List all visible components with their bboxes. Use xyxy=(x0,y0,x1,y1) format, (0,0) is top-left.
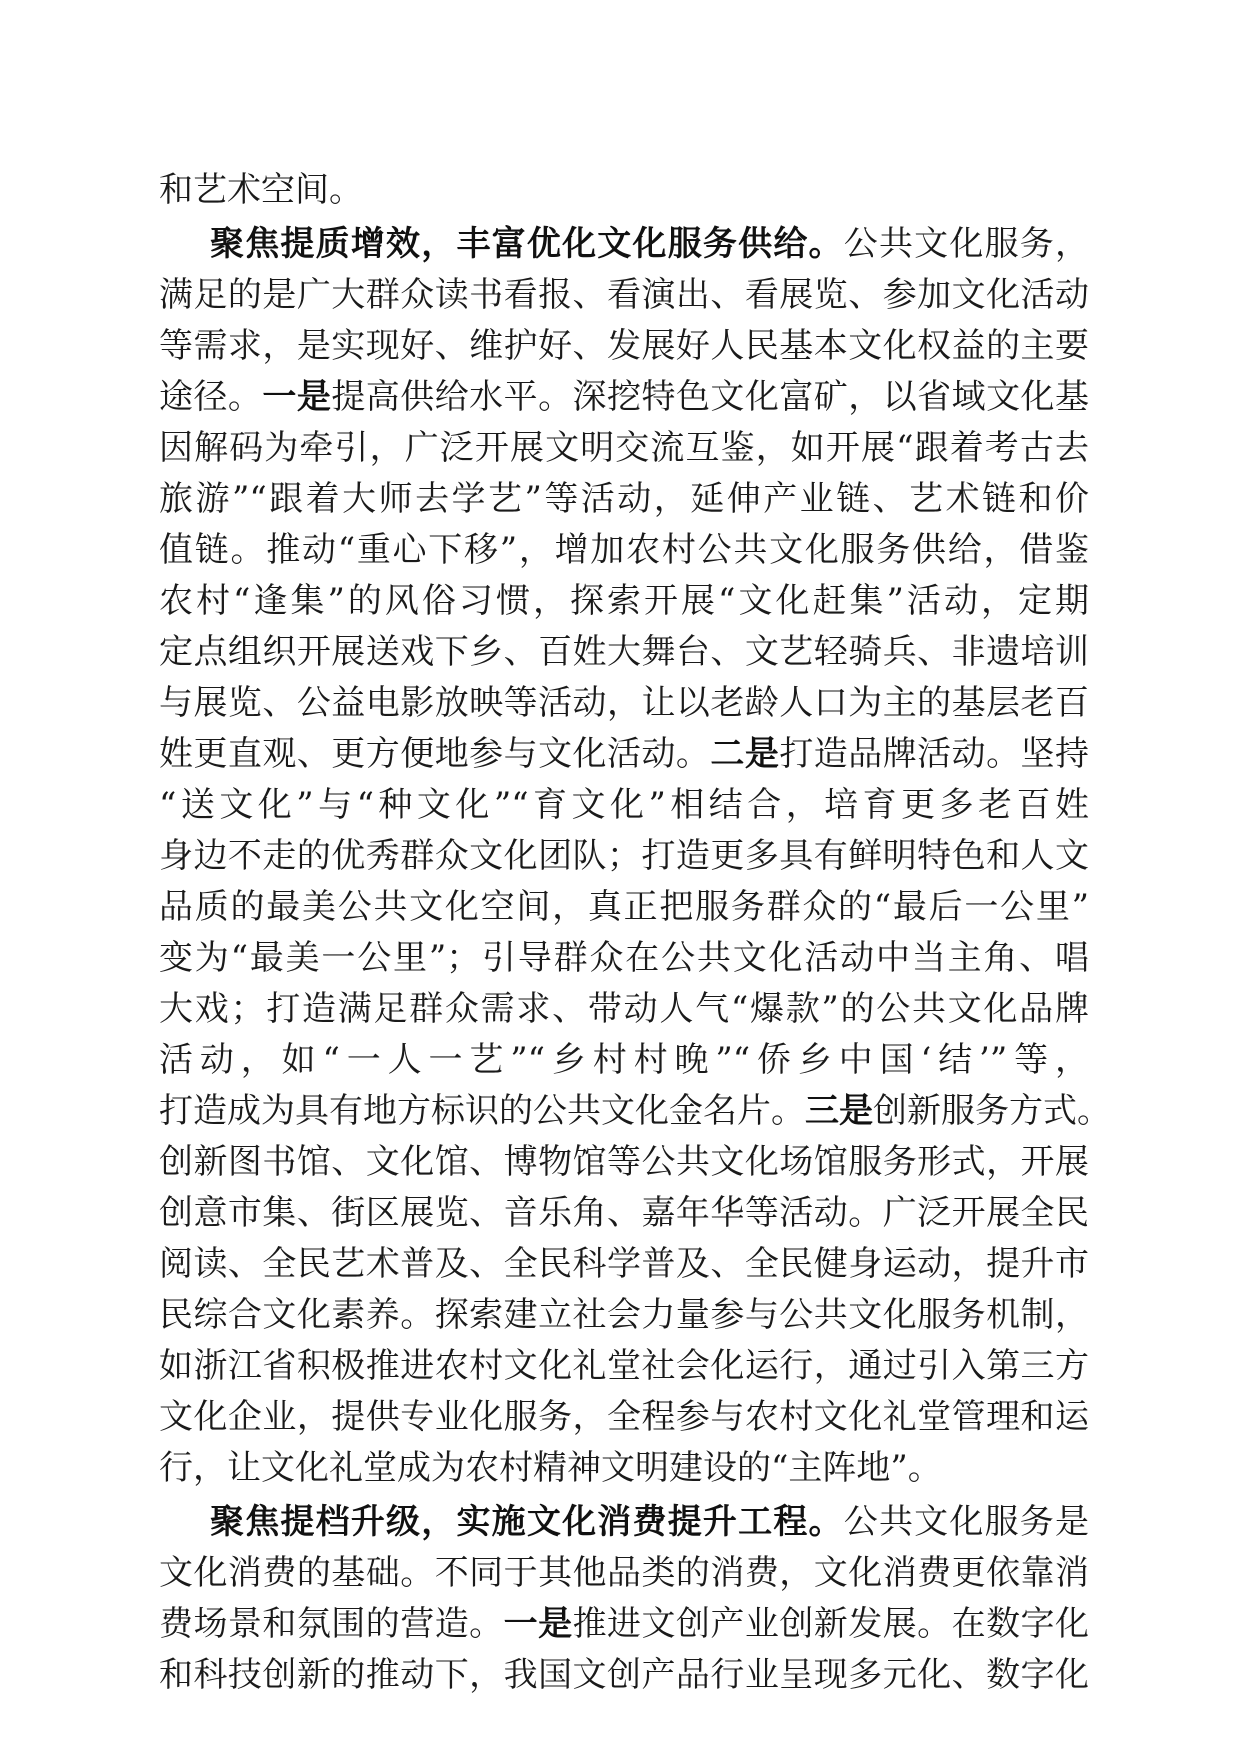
text-line xyxy=(159,475,1089,523)
body-text: 打造成为具有地方标识的公共文化金名片。 xyxy=(159,1091,805,1131)
text-line xyxy=(159,1240,1089,1288)
text-line xyxy=(159,985,1089,1033)
text-line xyxy=(159,424,1089,472)
body-text: 因解码为牵引，广泛开展文明交流互鉴，如开展“跟着考古去 xyxy=(159,428,1089,468)
text-line xyxy=(159,1291,1089,1339)
body-text: 行，让文化礼堂成为农村精神文明建设的“主阵地”。 xyxy=(159,1448,942,1488)
text-line xyxy=(159,1138,1089,1186)
body-text: 与展览、公益电影放映等活动，让以老龄人口为主的基层老百 xyxy=(159,683,1089,723)
body-text: 定点组织开展送戏下乡、百姓大舞台、文艺轻骑兵、非遗培训 xyxy=(159,632,1089,672)
text-line xyxy=(159,373,1089,421)
body-text: 活动，如“一人一艺”“乡村村晚”“侨乡中国‘结’”等， xyxy=(159,1040,1089,1080)
text-line xyxy=(210,220,1089,268)
text-line xyxy=(159,1549,1089,1597)
text-line xyxy=(159,526,1089,574)
body-text: 阅读、全民艺术普及、全民科学普及、全民健身运动，提升市 xyxy=(159,1244,1089,1284)
text-line xyxy=(159,322,1089,370)
body-text: 推进文创产业创新发展。在数字化 xyxy=(572,1604,1090,1644)
body-text: 途径。 xyxy=(159,377,263,417)
body-text: 旅游”“跟着大师去学艺”等活动，延伸产业链、艺术链和价 xyxy=(159,479,1089,519)
body-text: 提高供给水平。深挖特色文化富矿，以省域文化基 xyxy=(331,377,1090,417)
text-line xyxy=(159,166,1089,214)
text-line xyxy=(159,1651,1089,1699)
body-text: 文化企业，提供专业化服务，全程参与农村文化礼堂管理和运 xyxy=(159,1397,1089,1437)
text-line xyxy=(159,679,1089,727)
emphasis-label: 一是 xyxy=(503,1604,573,1644)
body-text: “送文化”与“种文化”“育文化”相结合，培育更多老百姓 xyxy=(159,785,1089,825)
text-line xyxy=(159,730,1089,778)
section-heading: 聚焦提档升级，实施文化消费提升工程。 xyxy=(210,1502,844,1542)
body-text: 创新图书馆、文化馆、博物馆等公共文化场馆服务形式，开展 xyxy=(159,1142,1089,1182)
body-text: 文化消费的基础。不同于其他品类的消费，文化消费更依靠消 xyxy=(159,1553,1089,1593)
body-text: 农村“逢集”的风俗习惯，探索开展“文化赶集”活动，定期 xyxy=(159,581,1089,621)
body-text: 创意市集、街区展览、音乐角、嘉年华等活动。广泛开展全民 xyxy=(159,1193,1089,1233)
text-line xyxy=(159,1189,1089,1237)
body-text: 公共文化服务， xyxy=(843,224,1089,264)
text-line xyxy=(159,1600,1089,1648)
text-line xyxy=(210,1498,1089,1546)
body-text: 满足的是广大群众读书看报、看演出、看展览、参加文化活动 xyxy=(159,275,1089,315)
body-text: 和科技创新的推动下，我国文创产品行业呈现多元化、数字化 xyxy=(159,1655,1089,1695)
body-text: 品质的最美公共文化空间，真正把服务群众的“最后一公里” xyxy=(159,887,1089,927)
body-text: 打造品牌活动。坚持 xyxy=(779,734,1090,774)
body-text: 值链。推动“重心下移”，增加农村公共文化服务供给，借鉴 xyxy=(159,530,1089,570)
body-text: 公共文化服务是 xyxy=(843,1502,1089,1542)
text-line xyxy=(159,1444,1089,1492)
text-line xyxy=(159,1036,1089,1084)
text-line xyxy=(159,934,1089,982)
text-line xyxy=(159,628,1089,676)
text-line xyxy=(159,883,1089,931)
body-text: 费场景和氛围的营造。 xyxy=(159,1604,504,1644)
text-line xyxy=(159,1342,1089,1390)
body-text: 和艺术空间。 xyxy=(159,170,363,210)
body-text: 如浙江省积极推进农村文化礼堂社会化运行，通过引入第三方 xyxy=(159,1346,1089,1386)
text-line xyxy=(159,577,1089,625)
text-line xyxy=(159,1087,1109,1135)
section-heading: 聚焦提质增效，丰富优化文化服务供给。 xyxy=(210,224,844,264)
text-line xyxy=(159,271,1089,319)
text-line xyxy=(159,832,1089,880)
body-text: 等需求，是实现好、维护好、发展好人民基本文化权益的主要 xyxy=(159,326,1089,366)
emphasis-label: 二是 xyxy=(710,734,780,774)
body-text: 大戏；打造满足群众需求、带动人气“爆款”的公共文化品牌 xyxy=(159,989,1089,1029)
text-line xyxy=(159,781,1089,829)
body-text: 变为“最美一公里”；引导群众在公共文化活动中当主角、唱 xyxy=(159,938,1089,978)
body-text: 姓更直观、更方便地参与文化活动。 xyxy=(159,734,711,774)
body-text: 身边不走的优秀群众文化团队；打造更多具有鲜明特色和人文 xyxy=(159,836,1089,876)
emphasis-label: 三是 xyxy=(805,1091,873,1131)
body-text: 创新服务方式。 xyxy=(873,1091,1111,1131)
emphasis-label: 一是 xyxy=(262,377,332,417)
body-text: 民综合文化素养。探索建立社会力量参与公共文化服务机制， xyxy=(159,1295,1089,1335)
text-line xyxy=(159,1393,1089,1441)
